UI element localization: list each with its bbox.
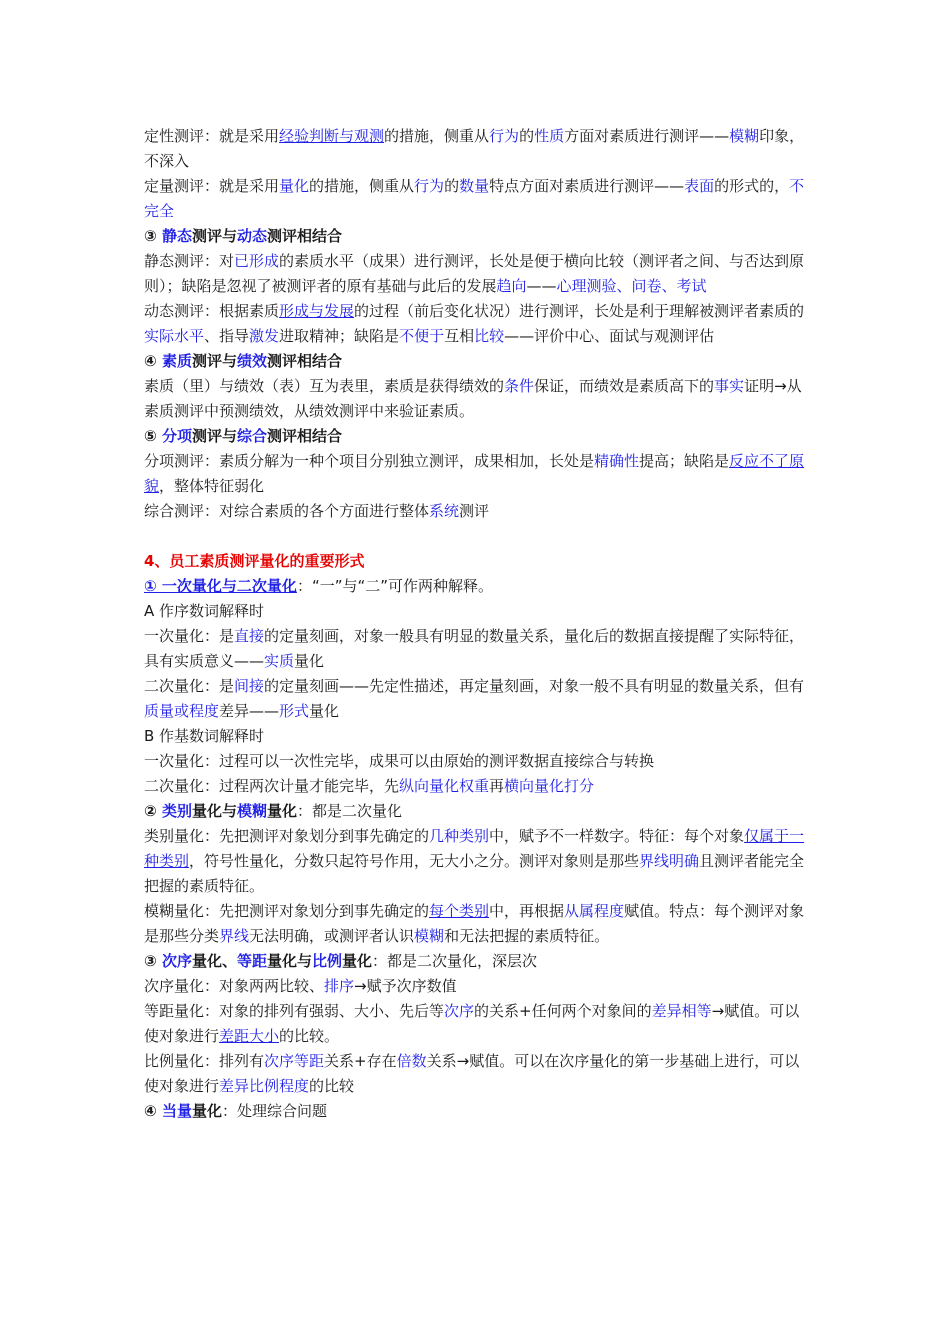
- text-run: 测评与: [191, 427, 237, 445]
- text-run: 的比较: [309, 1077, 355, 1095]
- paragraph: [144, 974, 810, 999]
- text-run: A 作序数词解释时: [144, 602, 265, 620]
- text-run: 素质（里）与绩效（表）互为表里，素质是获得绩效的: [144, 377, 505, 395]
- text-run: 和无法把握的素质特征。: [444, 927, 610, 945]
- text-run: 的措施，侧重从: [384, 127, 490, 145]
- highlight-text: 量化: [279, 177, 310, 195]
- text-run: →赋值。可以使对象进行: [144, 1002, 800, 1045]
- highlight-text: 经验判断与观测: [279, 127, 385, 145]
- text-run: ——: [526, 277, 557, 295]
- text-run: 静态测评：对: [144, 252, 235, 270]
- text-run: 类别量化：先把测评对象划分到事先确定的: [144, 827, 430, 845]
- highlight-text: 条件: [504, 377, 535, 395]
- paragraph-gap: [144, 524, 810, 549]
- highlight-text: 实质: [264, 652, 295, 670]
- highlight-text: ① 一次量化与二次量化: [144, 577, 297, 595]
- text-run: 中，赋予不一样数字。特征：每个对象: [489, 827, 745, 845]
- highlight-text: 差距大小: [219, 1027, 280, 1045]
- highlight-text: 不便于: [399, 327, 445, 345]
- text-run: ④: [144, 352, 162, 370]
- highlight-text: 综合: [236, 427, 267, 445]
- highlight-text: 界线: [219, 927, 250, 945]
- highlight-text: 模糊: [729, 127, 760, 145]
- text-run: ，符号性量化，分数只起符号作用，无大小之分。测评对象则是那些: [189, 852, 640, 870]
- highlight-text: 事实: [714, 377, 745, 395]
- highlight-text: 性质: [534, 127, 565, 145]
- highlight-text: 质量或程度: [144, 702, 220, 720]
- highlight-text: 素质: [161, 352, 192, 370]
- highlight-text: 差异比例程度: [219, 1077, 310, 1095]
- text-run: 关系→赋值。可以在次序量化的第一步基础上进行，可以使对象进行: [144, 1052, 800, 1095]
- highlight-text: 排序: [324, 977, 355, 995]
- text-run: 量化、: [191, 952, 237, 970]
- text-run: 测评相结合: [266, 352, 342, 370]
- highlight-text: 模糊: [236, 802, 267, 820]
- highlight-text: 模糊: [414, 927, 445, 945]
- highlight-text: 仅属于一种类别: [144, 827, 805, 870]
- highlight-text: 直接: [234, 627, 265, 645]
- highlight-text: 动态: [236, 227, 267, 245]
- paragraph: [144, 124, 810, 174]
- text-run: 量化与: [191, 802, 237, 820]
- highlight-text: 反应不了原貌: [144, 452, 805, 495]
- paragraph: [144, 299, 810, 349]
- text-run: ：处理综合问题: [221, 1102, 327, 1120]
- text-run: 测评与: [191, 227, 237, 245]
- text-run: 量化: [309, 702, 340, 720]
- highlight-text: 心理测验、问卷、考试: [556, 277, 707, 295]
- text-run: 4、员工素质测评量化的重要形式: [144, 552, 365, 570]
- text-run: 一次量化：过程可以一次性完毕，成果可以由原始的测评数据直接综合与转换: [144, 752, 655, 770]
- paragraph: [144, 674, 810, 724]
- paragraph: [144, 899, 810, 949]
- paragraph: [144, 499, 810, 524]
- highlight-text: 从属程度: [564, 902, 625, 920]
- highlight-text: 界线明确: [639, 852, 700, 870]
- text-run: ④: [144, 1102, 162, 1120]
- text-run: 分项测评：素质分解为一种个项目分别独立测评，成果相加，长处是: [144, 452, 595, 470]
- document-page: [144, 124, 810, 1124]
- paragraph: [144, 224, 810, 249]
- text-run: 保证，而绩效是素质高下的: [534, 377, 715, 395]
- text-run: 的定量刻画，对象一般具有明显的数量关系，量化后的数据直接提醒了实际特征，具有实质意义——: [144, 627, 805, 670]
- text-run: 特点方面对素质进行测评——: [489, 177, 685, 195]
- text-run: ：都是二次量化，深层次: [372, 952, 538, 970]
- text-run: 进取精神；缺陷是: [279, 327, 400, 345]
- highlight-text: 绩效: [236, 352, 267, 370]
- text-run: B 作基数词解释时: [144, 727, 265, 745]
- text-run: 无法明确，或测评者认识: [249, 927, 415, 945]
- text-run: 模糊量化：先把测评对象划分到事先确定的: [144, 902, 430, 920]
- highlight-text: 比例: [312, 952, 343, 970]
- highlight-text: 数量: [459, 177, 490, 195]
- highlight-text: 形成与发展: [279, 302, 355, 320]
- text-run: 印象，不深入: [144, 127, 805, 170]
- paragraph: [144, 599, 810, 624]
- text-run: 互相: [444, 327, 475, 345]
- highlight-text: 等距: [236, 952, 267, 970]
- highlight-text: 实际水平: [144, 327, 205, 345]
- text-run: 综合测评：对综合素质的各个方面进行整体: [144, 502, 430, 520]
- text-run: 的措施，侧重从: [309, 177, 415, 195]
- text-run: 的定量刻画——先定性描述，再定量刻画，对象一般不具有明显的数量关系，但有: [264, 677, 805, 695]
- text-run: 动态测评：根据素质: [144, 302, 280, 320]
- text-run: 的过程（前后变化状况）进行测评，长处是利于理解被测评者素质的: [354, 302, 805, 320]
- highlight-text: 间接: [234, 677, 265, 695]
- highlight-text: 不完全: [144, 177, 805, 220]
- highlight-text: 激发: [249, 327, 280, 345]
- text-run: 次序量化：对象两两比较、: [144, 977, 325, 995]
- highlight-text: 差异相等: [651, 1002, 712, 1020]
- text-run: 量化: [191, 1102, 222, 1120]
- highlight-text: 当量: [161, 1102, 192, 1120]
- text-run: 的: [444, 177, 460, 195]
- text-run: 测评相结合: [266, 427, 342, 445]
- text-run: 定性测评：就是采用: [144, 127, 280, 145]
- text-run: 比例量化：排列有: [144, 1052, 265, 1070]
- highlight-text: 次序: [161, 952, 192, 970]
- paragraph: [144, 1049, 810, 1099]
- text-run: 测评与: [191, 352, 237, 370]
- highlight-text: 横向量化打分: [504, 777, 595, 795]
- paragraph: [144, 824, 810, 899]
- highlight-text: 几种类别: [429, 827, 490, 845]
- paragraph: [144, 999, 810, 1049]
- highlight-text: 次序等距: [264, 1052, 325, 1070]
- text-run: 二次量化：是: [144, 677, 235, 695]
- highlight-text: 分项: [161, 427, 192, 445]
- highlight-text: 趋向: [496, 277, 527, 295]
- text-run: ——评价中心、面试与观测评估: [504, 327, 715, 345]
- paragraph: [144, 249, 810, 299]
- text-run: 量化: [294, 652, 325, 670]
- paragraph: [144, 449, 810, 499]
- text-run: ②: [144, 802, 162, 820]
- text-run: 定量测评：就是采用: [144, 177, 280, 195]
- paragraph: [144, 624, 810, 674]
- paragraph: [144, 424, 810, 449]
- text-run: 差异——: [219, 702, 280, 720]
- highlight-text: 已形成: [234, 252, 280, 270]
- text-run: 的素质水平（成果）进行测评，长处是便于横向比较（测评者之间、与否达到原则）；缺陷是忽视了被测评者的原有基础与此后的发展: [144, 252, 805, 295]
- text-run: 赋值。特点：每个测评对象是那些分类: [144, 902, 805, 945]
- text-run: ③: [144, 227, 162, 245]
- text-run: 量化与: [266, 952, 312, 970]
- text-run: 的形式的，: [714, 177, 790, 195]
- highlight-text: 行为: [489, 127, 520, 145]
- paragraph: [144, 724, 810, 749]
- text-run: ⑤: [144, 427, 162, 445]
- highlight-text: 比较: [474, 327, 505, 345]
- paragraph: [144, 749, 810, 774]
- text-run: 提高；缺陷是: [639, 452, 730, 470]
- text-run: 等距量化：对象的排列有强弱、大小、先后等: [144, 1002, 445, 1020]
- highlight-text: 形式: [279, 702, 310, 720]
- highlight-text: 静态: [161, 227, 192, 245]
- highlight-text: 行为: [414, 177, 445, 195]
- highlight-text: 每个类别: [429, 902, 490, 920]
- text-run: 的比较。: [279, 1027, 340, 1045]
- paragraph: [144, 549, 810, 574]
- text-run: 量化: [266, 802, 297, 820]
- text-run: ③: [144, 952, 162, 970]
- text-run: 方面对素质进行测评——: [564, 127, 730, 145]
- text-run: ：都是二次量化: [297, 802, 403, 820]
- highlight-text: 次序: [444, 1002, 475, 1020]
- text-run: ，整体特征弱化: [159, 477, 265, 495]
- highlight-text: 纵向量化权重: [399, 777, 490, 795]
- text-run: 量化: [342, 952, 373, 970]
- highlight-text: 倍数: [396, 1052, 427, 1070]
- text-run: 一次量化：是: [144, 627, 235, 645]
- paragraph: [144, 349, 810, 374]
- paragraph: [144, 174, 810, 224]
- highlight-text: 精确性: [594, 452, 640, 470]
- text-run: 中，再根据: [489, 902, 565, 920]
- text-run: 且测评者能完全把握的素质特征。: [144, 852, 805, 895]
- highlight-text: 类别: [161, 802, 192, 820]
- text-run: 二次量化：过程两次计量才能完毕，先: [144, 777, 400, 795]
- text-run: 的: [519, 127, 535, 145]
- text-run: →赋予次序数值: [354, 977, 457, 995]
- paragraph: [144, 574, 810, 599]
- paragraph: [144, 1099, 810, 1124]
- text-run: ：“一”与“二”可作两种解释。: [296, 577, 494, 595]
- text-run: 的关系+任何两个对象间的: [474, 1002, 652, 1020]
- text-run: 、指导: [204, 327, 250, 345]
- text-run: 再: [489, 777, 505, 795]
- highlight-text: 系统: [429, 502, 460, 520]
- highlight-text: 表面: [684, 177, 715, 195]
- text-run: 关系+存在: [324, 1052, 397, 1070]
- paragraph: [144, 799, 810, 824]
- text-run: 测评相结合: [266, 227, 342, 245]
- text-run: 测评: [459, 502, 490, 520]
- paragraph: [144, 774, 810, 799]
- paragraph: [144, 949, 810, 974]
- paragraph: [144, 374, 810, 424]
- text-run: 证明→从素质测评中预测绩效，从绩效测评中来验证素质。: [144, 377, 802, 420]
